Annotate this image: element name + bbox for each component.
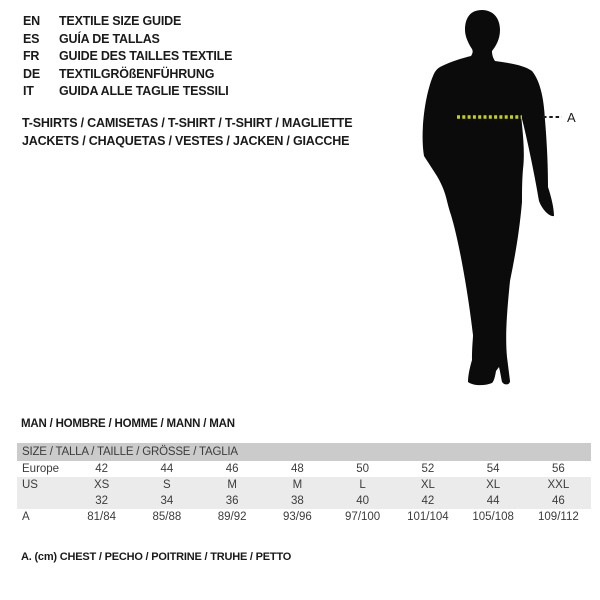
language-code: EN — [23, 14, 40, 28]
category-list — [22, 114, 352, 150]
size-table — [17, 443, 591, 525]
category-jackets: JACKETS / CHAQUETAS / VESTES / JACKEN / GIACCHE — [22, 134, 350, 148]
language-title: TEXTILGRÖßENFÜHRUNG — [59, 66, 215, 81]
size-cell: 97/100 — [345, 511, 381, 523]
category-tshirts: T-SHIRTS / CAMISETAS / T-SHIRT / T-SHIRT / MAGLIETTE — [22, 116, 353, 130]
language-row — [23, 66, 232, 84]
language-code: FR — [23, 49, 40, 63]
size-cell: 44 — [486, 495, 500, 507]
table-row-chest-cm — [17, 509, 591, 525]
size-cell: 52 — [421, 463, 435, 475]
size-cell: 46 — [551, 495, 565, 507]
size-cell: 48 — [290, 463, 304, 475]
language-row — [23, 48, 232, 66]
size-cell: 56 — [551, 463, 565, 475]
size-cell: XXL — [547, 479, 570, 491]
language-title: GUIDA ALLE TAGLIE TESSILI — [59, 84, 229, 98]
size-cell: 101/104 — [407, 511, 449, 523]
size-cell: 85/88 — [152, 511, 182, 523]
size-cell: XS — [93, 479, 110, 491]
measurement-label-a: A — [567, 110, 576, 125]
language-row — [23, 31, 232, 49]
size-cell: 54 — [486, 463, 500, 475]
man-silhouette-figure — [415, 5, 600, 395]
row-label: A — [22, 511, 30, 523]
size-cell: L — [359, 479, 366, 491]
size-cell: 40 — [356, 495, 370, 507]
man-silhouette — [423, 10, 554, 385]
section-title-man: MAN / HOMBRE / HOMME / MANN / MAN — [21, 418, 235, 430]
size-cell: 46 — [225, 463, 239, 475]
row-label: Europe — [22, 463, 60, 475]
size-cell: 44 — [160, 463, 174, 475]
size-cell: XL — [486, 479, 501, 491]
language-code: DE — [23, 66, 40, 81]
language-title: GUÍA DE TALLAS — [59, 31, 160, 46]
size-cell: S — [163, 479, 171, 491]
size-cell: 93/96 — [282, 511, 312, 523]
language-row — [23, 83, 232, 101]
language-list — [23, 13, 232, 101]
size-cell: 109/112 — [538, 511, 579, 523]
language-row — [23, 13, 232, 31]
language-code: ES — [23, 31, 40, 46]
size-cell: M — [227, 479, 237, 491]
language-title: TEXTILE SIZE GUIDE — [59, 14, 182, 28]
size-table-header: SIZE / TALLA / TAILLE / GRÖSSE / TAGLIA — [17, 443, 591, 461]
language-code: IT — [23, 84, 34, 98]
chest-measurement-footnote: A. (cm) CHEST / PECHO / POITRINE / TRUHE / PETTO — [21, 551, 292, 563]
size-cell: 42 — [95, 463, 109, 475]
size-cell: 34 — [160, 495, 174, 507]
size-cell: 36 — [225, 495, 239, 507]
row-label — [17, 493, 69, 509]
size-cell: M — [292, 479, 303, 491]
size-cell: 105/108 — [472, 511, 514, 523]
table-row-us — [17, 477, 591, 493]
table-row-europe — [17, 461, 591, 477]
size-cell: XL — [420, 479, 435, 491]
table-row-us-numeric — [17, 493, 591, 509]
row-label: US — [22, 479, 38, 491]
size-cell: 81/84 — [87, 511, 117, 523]
size-cell: 50 — [356, 463, 370, 475]
size-cell: 89/92 — [217, 511, 247, 523]
size-cell: 32 — [95, 495, 109, 507]
size-cell: 42 — [421, 495, 435, 507]
size-cell: 38 — [290, 495, 304, 507]
language-title: GUIDE DES TAILLES TEXTILE — [59, 49, 233, 63]
